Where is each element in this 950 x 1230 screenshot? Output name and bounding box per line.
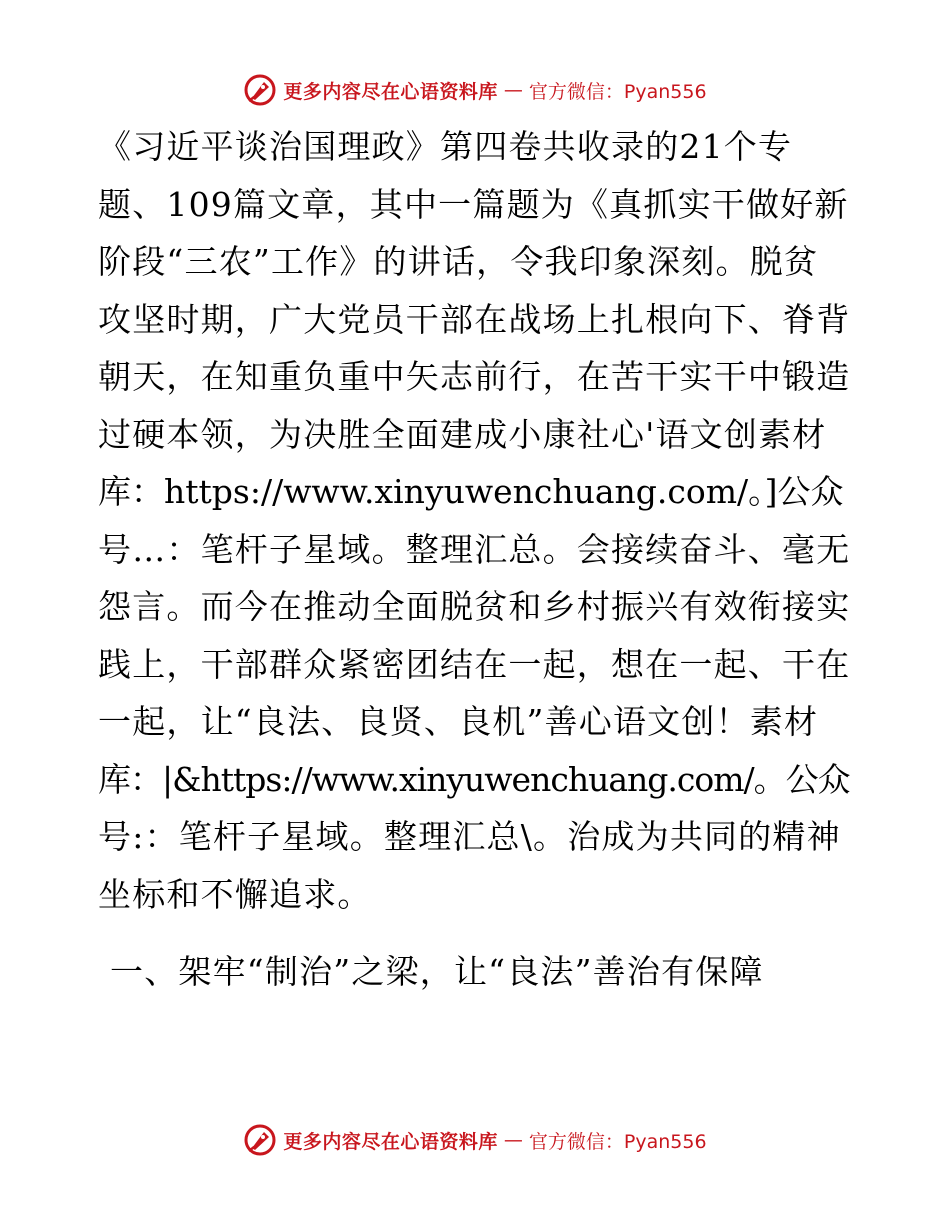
- body-line: 阶段“三农”工作》的讲话，令我印象深刻。脱贫: [98, 242, 819, 281]
- body-line: 怨言。而今在推动全面脱贫和乡村振兴有效衔接实: [98, 587, 851, 626]
- pen-nib-logo-icon: [243, 73, 277, 107]
- body-line: 过硬本领，为决胜全面建成小康社心'语文创素材: [98, 414, 827, 454]
- body-line: 朝天，在知重负重中矢志前行，在苦干实干中锻造: [98, 357, 851, 396]
- header-banner-dash: —: [503, 79, 523, 101]
- header-banner-text: 更多内容尽在心语资料库: [283, 80, 498, 103]
- document-body: [98, 118, 850, 1001]
- body-line: 攻坚时期，广大党员干部在战场上扎根向下、脊背: [98, 299, 851, 339]
- body-line: 号…：笔杆子星域。整理汇总。会接续奋斗、毫无: [98, 529, 851, 569]
- body-line: 《习近平谈治国理政》第四卷共收录的21个专: [98, 127, 793, 166]
- footer-banner-dash: —: [503, 1129, 523, 1151]
- body-line: 库：https://www.xinyuwenchuang.com/。]公众: [98, 472, 844, 511]
- body-line: 践上，干部群众紧密团结在一起，想在一起、干在: [98, 644, 851, 684]
- footer-banner-text: 更多内容尽在心语资料库: [283, 1130, 498, 1153]
- body-line: 坐标和不懈追求。: [98, 874, 372, 914]
- footer-wechat-label: 官方微信：Pyan556: [528, 1130, 707, 1153]
- body-line: 库：|&https://www.xinyuwenchuang.com/。公众: [98, 759, 850, 799]
- body-paragraph: [98, 118, 850, 923]
- body-line: 号:：笔杆子星域。整理汇总\。治成为共同的精神: [98, 817, 841, 856]
- body-line: 一起，让“良法、良贤、良机”善心语文创！素材: [98, 702, 819, 741]
- header-wechat-label: 官方微信：Pyan556: [528, 80, 707, 103]
- header-banner: [0, 70, 950, 110]
- section-heading: 一、架牢“制治”之梁，让“良法”善治有保障: [110, 952, 764, 991]
- footer-banner: [0, 1120, 950, 1160]
- body-line: 题、109篇文章，其中一篇题为《真抓实干做好新: [98, 184, 849, 224]
- pen-nib-logo-icon: [243, 1123, 277, 1157]
